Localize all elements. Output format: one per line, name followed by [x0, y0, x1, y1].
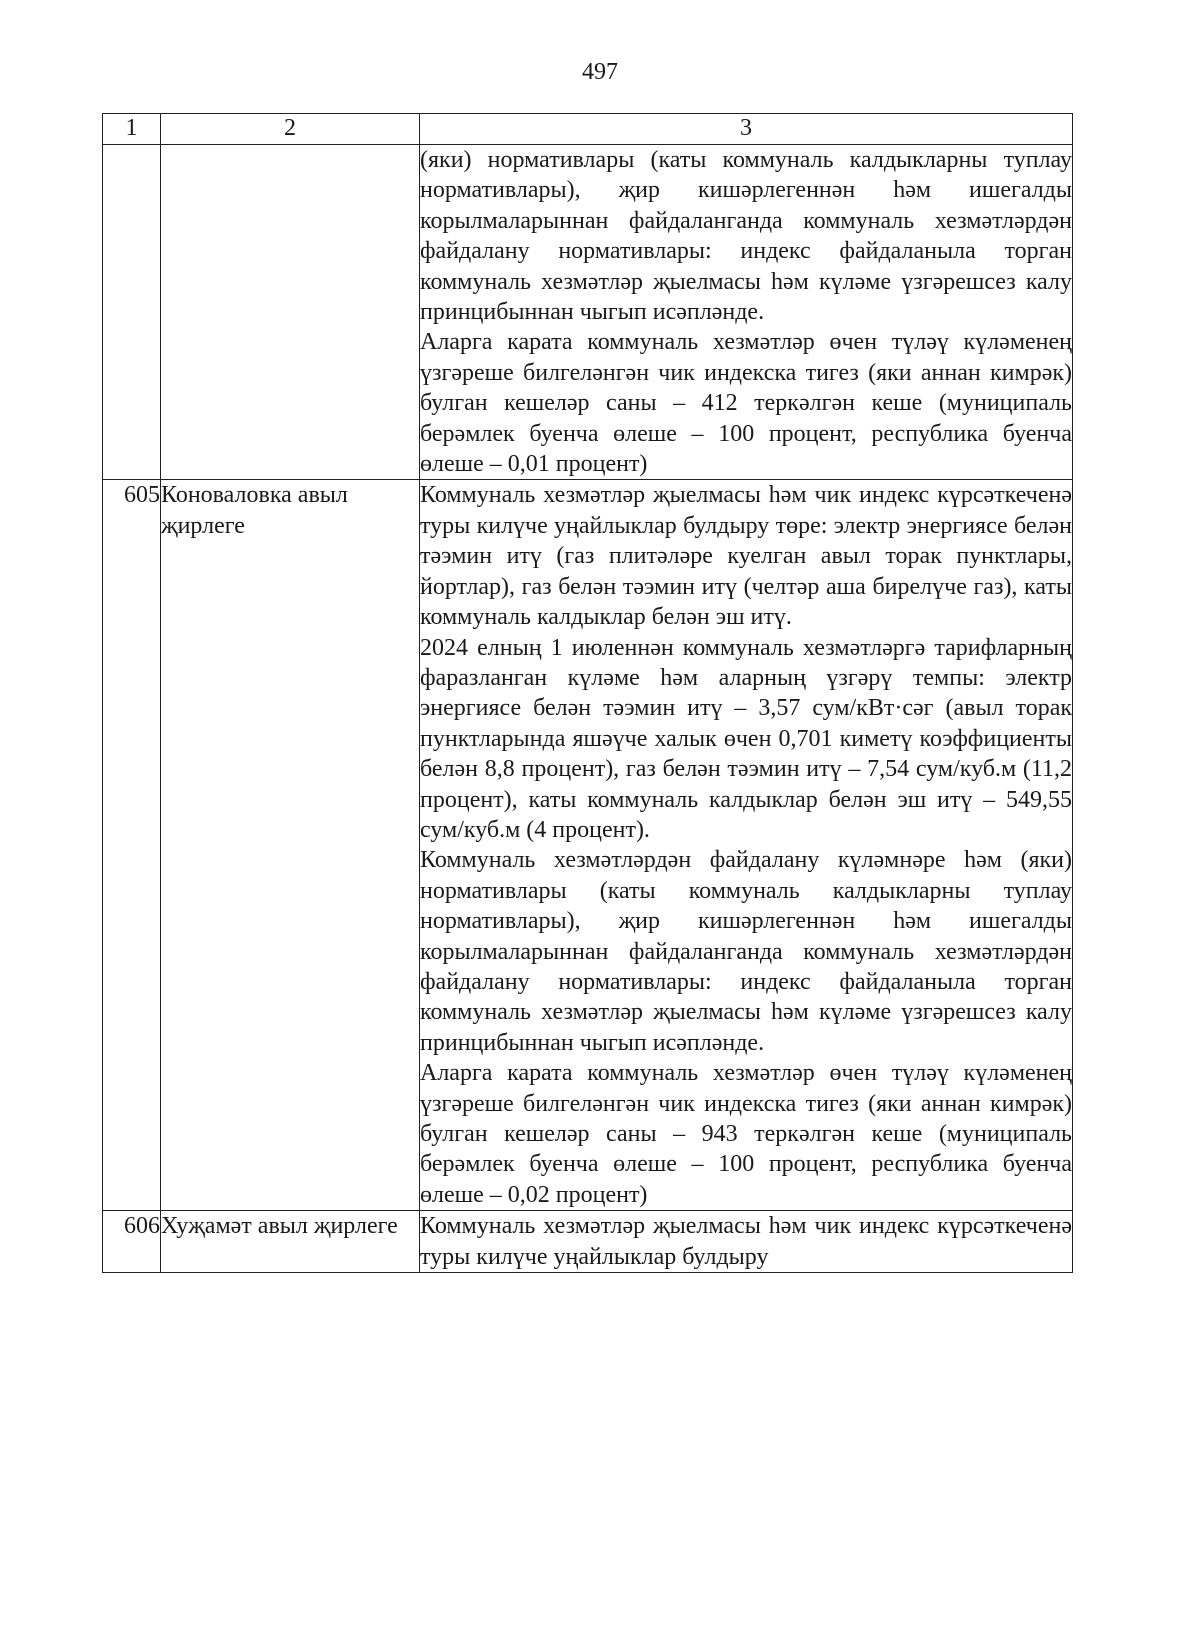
paragraph: Аларга карата коммуналь хезмәтләр өчен түләү күләменең үзгәреше билгеләнгән чик индекска тигез (яки аннан кимрәк) булган кешеләр саны – 412 теркәлгән кеше (муниципаль берәмлек буенча өлеше – 100 процент, республика буенча өлеше – 0,01 процент)	[420, 329, 1072, 478]
description-cell	[420, 145, 1073, 480]
column-header-3: 3	[420, 114, 1073, 145]
row-number-cell: 606	[103, 1211, 161, 1273]
table-row-606	[103, 1211, 1073, 1273]
paragraph: 2024 елның 1 июленнән коммуналь хезмәтләргә тарифларның фаразланган күләме һәм аларның үзгәрү темпы: электр энергиясе белән тәэмин итү – 3,57 сум/кВт·сәг (авыл торак пунктларында яшәүче халык өчен 0,701 киметү коэффициенты белән 8,8 процент), газ белән тәэмин итү – 7,54 сум/куб.м (11,2 процент), каты коммуналь калдыклар белән эш итү – 549,55 сум/куб.м (4 процент).	[420, 634, 1072, 843]
table-row-continuation	[103, 145, 1073, 480]
description-cell	[420, 1211, 1073, 1273]
table-row-605	[103, 480, 1073, 1211]
settlement-name-cell: Коноваловка авыл җирлеге	[161, 480, 420, 1211]
paragraph: Коммуналь хезмәтләр җыелмасы һәм чик индекс күрсәткеченә туры килүче уңайлыклар булдыру	[420, 1213, 1072, 1270]
municipal-tariff-table	[102, 113, 1073, 1273]
column-header-2: 2	[161, 114, 420, 145]
paragraph: Коммуналь хезмәтләр җыелмасы һәм чик индекс күрсәткеченә туры килүче уңайлыклар булдыру төре: электр энергиясе белән тәэмин итү (газ плитәләре куелган авыл торак пунктлары, йортлар), газ белән тәэмин итү (челтәр аша бирелүче газ), каты коммуналь калдыклар белән эш итү.	[420, 482, 1072, 631]
row-number-cell: 605	[103, 480, 161, 1211]
page-number: 497	[582, 59, 618, 85]
paragraph: (яки) нормативлары (каты коммуналь калдыкларны туплау нормативлары), җир кишәрлегеннән һәм ишегалды корылмаларыннан файдаланганда коммуналь хезмәтләрдән файдалану нормативлары: индекс файдаланыла торган коммуналь хезмәтләр җыелмасы һәм күләме үзгәрешсез калу принцибыннан чыгып исәпләнде.	[420, 147, 1072, 326]
settlement-name-cell: Хуҗамәт авыл җирлеге	[161, 1211, 420, 1273]
settlement-name-cell	[161, 145, 420, 480]
table-header-row	[103, 114, 1073, 145]
paragraph: Коммуналь хезмәтләрдән файдалану күләмнәре һәм (яки) нормативлары (каты коммуналь калдыкларны туплау нормативлары), җир кишәрлегеннән һәм ишегалды корылмаларыннан файдаланганда коммуналь хезмәтләрдән файдалану нормативлары: индекс файдаланыла торган коммуналь хезмәтләр җыелмасы һәм күләме үзгәрешсез калу принцибыннан чыгып исәпләнде.	[420, 847, 1072, 1056]
paragraph: Аларга карата коммуналь хезмәтләр өчен түләү күләменең үзгәреше билгеләнгән чик индекска тигез (яки аннан кимрәк) булган кешеләр саны – 943 теркәлгән кеше (муниципаль берәмлек буенча өлеше – 100 процент, республика буенча өлеше – 0,02 процент)	[420, 1060, 1072, 1208]
description-cell	[420, 480, 1073, 1211]
column-header-1: 1	[103, 114, 161, 145]
row-number-cell	[103, 145, 161, 480]
